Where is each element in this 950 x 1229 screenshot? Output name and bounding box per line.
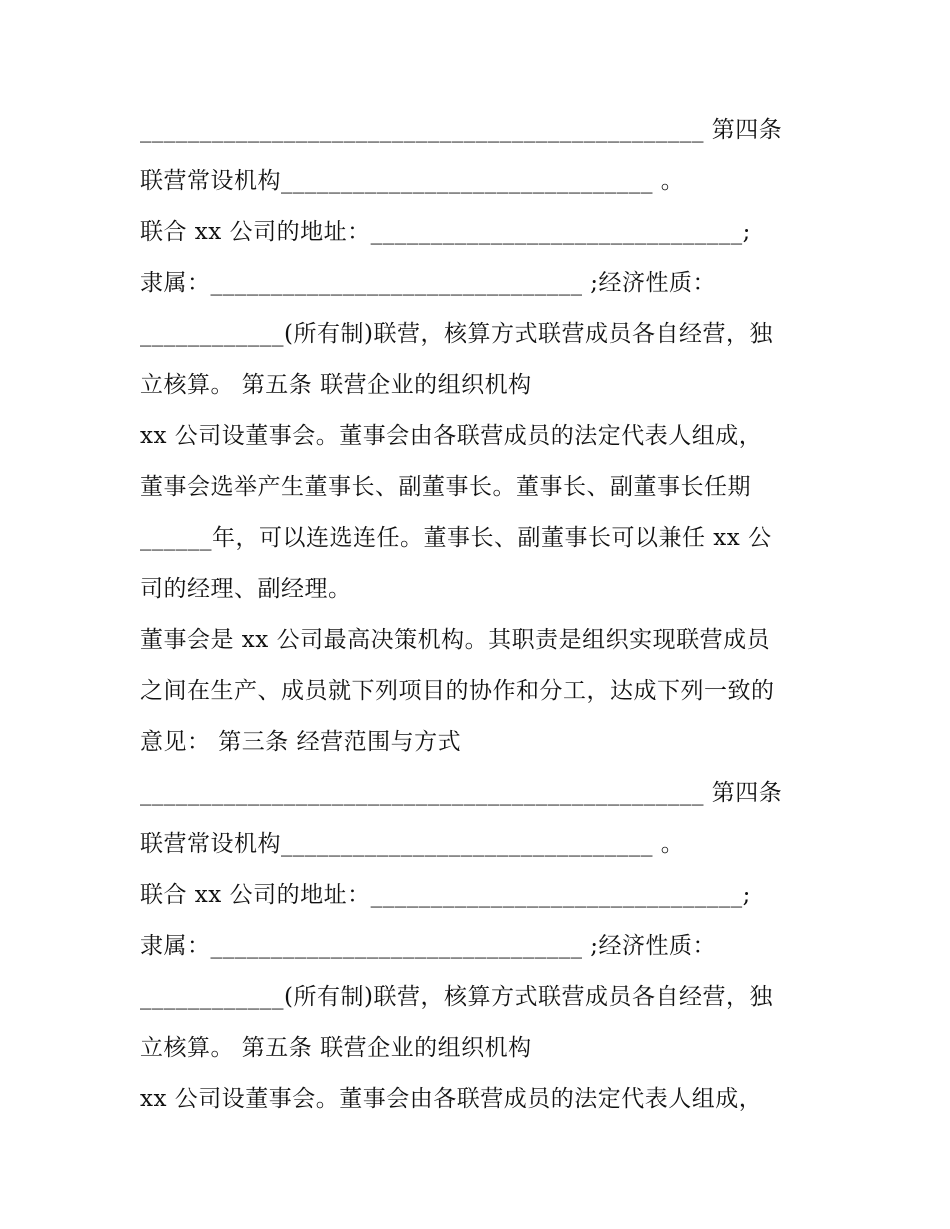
text-line: 董事会选举产生董事长、副董事长。董事长、副董事长任期 [140, 474, 751, 500]
text-line: 立核算。 第五条 联营企业的组织机构 [140, 1035, 532, 1061]
text-line: 立核算。 第五条 联营企业的组织机构 [140, 372, 532, 398]
text-line: 司的经理、副经理。 [140, 576, 352, 602]
text-line: 联合 xx 公司的地址：_______________________________; [140, 219, 751, 245]
text-line: xx 公司设董事会。董事会由各联营成员的法定代表人组成， [140, 423, 763, 449]
text-line: 董事会是 xx 公司最高决策机构。其职责是组织实现联营成员 [140, 627, 771, 653]
text-line: 联合 xx 公司的地址：_______________________________; [140, 882, 751, 908]
text-line: ____________(所有制)联营，核算方式联营成员各自经营，独 [140, 984, 773, 1010]
text-line: 之间在生产、成员就下列项目的协作和分工，达成下列一致的 [140, 678, 775, 704]
text-line: 联营常设机构_______________________________ 。 [140, 168, 685, 194]
text-line: _______________________________________________ 第四条 [140, 117, 783, 143]
text-line: 隶属：_______________________________ ;经济性质： [140, 933, 717, 959]
text-line: _______________________________________________ 第四条 [140, 780, 783, 806]
text-line: 隶属：_______________________________ ;经济性质： [140, 270, 717, 296]
text-line: 意见： 第三条 经营范围与方式 [140, 729, 462, 755]
text-line: ____________(所有制)联营，核算方式联营成员各自经营，独 [140, 321, 773, 347]
text-line: 联营常设机构_______________________________ 。 [140, 831, 685, 857]
text-line: xx 公司设董事会。董事会由各联营成员的法定代表人组成， [140, 1086, 763, 1112]
text-line: ______年，可以连选连任。董事长、副董事长可以兼任 xx 公 [140, 525, 772, 551]
